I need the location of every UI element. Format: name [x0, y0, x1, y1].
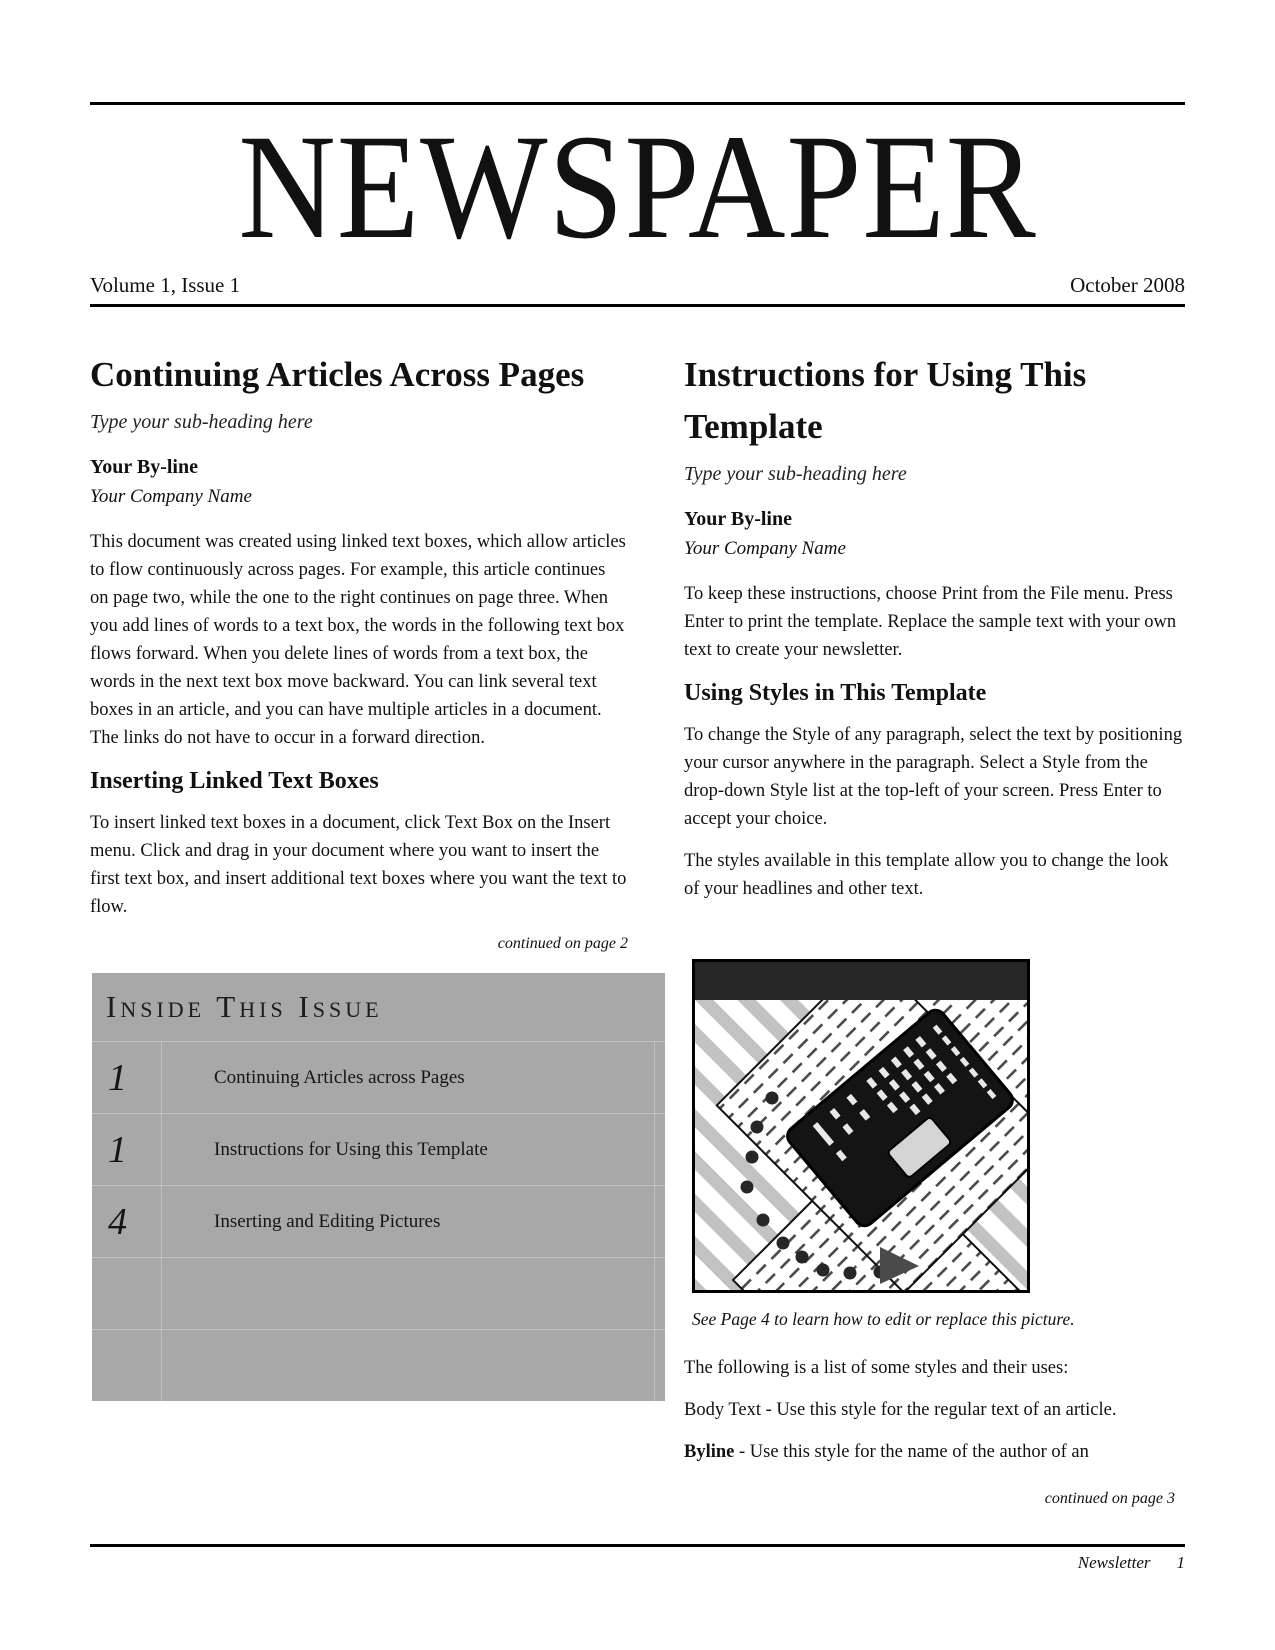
- issue-empty-row: [92, 1329, 665, 1401]
- calculator-documents-illustration: [695, 1000, 1027, 1290]
- style-item-lead: Byline: [684, 1442, 735, 1462]
- inside-this-issue-box: [92, 973, 665, 1401]
- right-column: [684, 349, 1185, 1508]
- style-item-text: - Use this style for the name of the author of an: [734, 1442, 1089, 1462]
- issue-item-row: [92, 1041, 665, 1113]
- left-article-title: Continuing Articles Across Pages: [90, 355, 585, 394]
- issue-item-page: 4: [92, 1186, 162, 1257]
- issue-item-label: Inserting and Editing Pictures: [162, 1186, 655, 1257]
- left-section-heading: Inserting Linked Text Boxes: [90, 768, 379, 794]
- page-footer: [90, 1544, 1185, 1573]
- left-article-paragraph: This document was created using linked text boxes, which allow articles to flow continuously across pages. For example, this article continues on page two, while the one to the right continues on page three. When you add lines of words to a text box, the words in the following text box flows forward. When you delete lines of words from a text box, the words in the next text box move backward. You can link several text boxes in an article, and you can have multiple articles in a document. The links do not have to occur in a forward direction.: [90, 532, 626, 748]
- footer-label: Newsletter: [1077, 1553, 1151, 1572]
- issue-empty-row: [92, 1257, 665, 1329]
- footer-text: [90, 1553, 1185, 1573]
- style-item-text: Body Text - Use this style for the regular text of an article.: [684, 1400, 1117, 1420]
- right-continued-note: continued on page 3: [1044, 1490, 1175, 1507]
- left-continued-note: continued on page 2: [497, 935, 628, 952]
- issue-item-row: [92, 1113, 665, 1185]
- issue-item-page: 1: [92, 1114, 162, 1185]
- picture-caption: See Page 4 to learn how to edit or replace this picture.: [692, 1309, 1075, 1329]
- picture-header-bar: [695, 962, 1027, 1000]
- left-section-paragraph: To insert linked text boxes in a document, click Text Box on the Insert menu. Click and drag in your document where you want to insert the first text box, and insert additional text boxes where you want the text to flow.: [90, 813, 627, 917]
- issue-item-row: [92, 1185, 665, 1257]
- right-article-title: Instructions for Using This Template: [684, 355, 1087, 446]
- calculator-picture-frame: [692, 959, 1030, 1293]
- left-article-subheading: Type your sub-heading here: [90, 411, 313, 433]
- right-section-paragraph: The styles available in this template allow you to change the look of your headlines and other text.: [684, 851, 1169, 899]
- right-section-heading: Using Styles in This Template: [684, 680, 987, 706]
- inside-this-issue-title: Inside This Issue: [106, 989, 383, 1024]
- issue-date: October 2008: [1070, 273, 1185, 297]
- footer-page-number: 1: [1176, 1553, 1185, 1572]
- left-article-company: Your Company Name: [90, 486, 252, 507]
- style-item: [684, 1438, 1185, 1466]
- right-article-byline: Your By-line: [684, 508, 792, 530]
- issue-item-page: 1: [92, 1042, 162, 1113]
- right-section-paragraph: To change the Style of any paragraph, select the text by positioning your cursor anywhere in the paragraph. Select a Style from the drop-down Style list at the top-left of your screen. Press Enter to accept your choice.: [684, 725, 1183, 829]
- issue-item-label: Continuing Articles across Pages: [162, 1042, 655, 1113]
- footer-rule: [90, 1544, 1185, 1547]
- volume-label: Volume 1, Issue 1: [90, 273, 241, 297]
- right-article-paragraph: To keep these instructions, choose Print from the File menu. Press Enter to print the template. Replace the sample text with your own text to create your newsletter.: [684, 584, 1177, 660]
- volume-date-row: [90, 273, 1185, 297]
- style-item: [684, 1396, 1185, 1424]
- masthead-bottom-rule: [90, 304, 1185, 307]
- styles-list-intro: The following is a list of some styles and their uses:: [684, 1358, 1069, 1378]
- left-column: [90, 349, 628, 1508]
- article-columns: [90, 349, 1185, 1508]
- right-article-subheading: Type your sub-heading here: [684, 463, 907, 485]
- left-article-byline: Your By-line: [90, 456, 198, 478]
- masthead-title: NEWSPAPER: [238, 104, 1037, 270]
- column-gutter: [628, 349, 684, 1508]
- issue-item-label: Instructions for Using this Template: [162, 1114, 655, 1185]
- right-article-company: Your Company Name: [684, 538, 846, 559]
